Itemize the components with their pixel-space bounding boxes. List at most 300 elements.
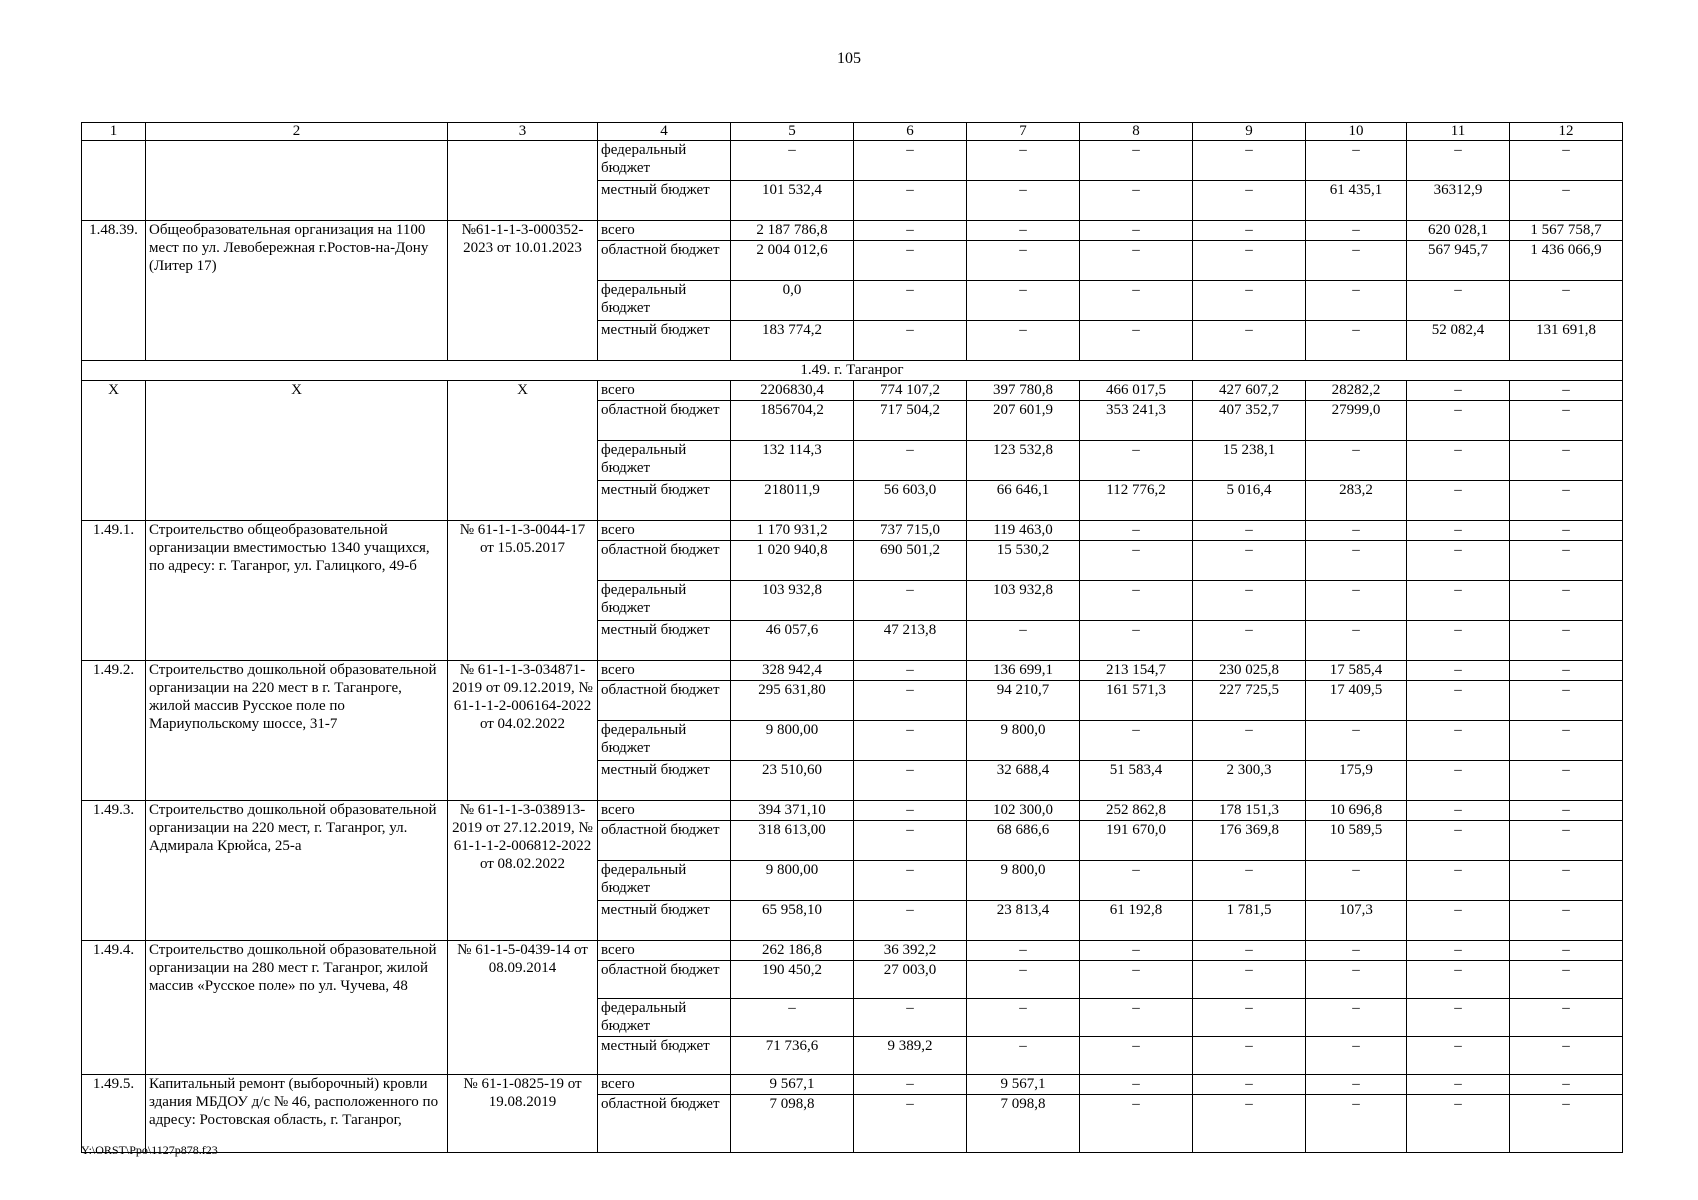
budget-type-label: местный бюджет	[598, 761, 731, 801]
value-cell: 9 800,0	[967, 721, 1080, 761]
value-cell: –	[1306, 961, 1407, 999]
value-cell: 262 186,8	[731, 941, 854, 961]
budget-table	[81, 122, 1623, 1153]
value-cell: 2 300,3	[1193, 761, 1306, 801]
value-cell: 161 571,3	[1080, 681, 1193, 721]
item-name-cell	[146, 141, 448, 221]
value-cell: 94 210,7	[967, 681, 1080, 721]
value-cell: –	[1510, 581, 1623, 621]
value-cell: 0,0	[731, 281, 854, 321]
item-name-cell: Строительство дошкольной образовательной организации на 220 мест, г. Таганрог, ул. Адмирала Крюйса, 25-а	[146, 801, 448, 941]
value-cell: –	[854, 221, 967, 241]
value-cell: –	[854, 821, 967, 861]
item-doc-cell: № 61-1-0825-19 от 19.08.2019	[448, 1075, 598, 1153]
value-cell: 119 463,0	[967, 521, 1080, 541]
value-cell: –	[1193, 541, 1306, 581]
value-cell: –	[1306, 621, 1407, 661]
value-cell: 1 567 758,7	[1510, 221, 1623, 241]
value-cell: –	[1193, 1075, 1306, 1095]
value-cell: 191 670,0	[1080, 821, 1193, 861]
value-cell: –	[1510, 1095, 1623, 1153]
value-cell: –	[1510, 621, 1623, 661]
value-cell: –	[967, 621, 1080, 661]
value-cell: –	[1407, 281, 1510, 321]
page-number: 105	[837, 50, 861, 67]
value-cell: 36 392,2	[854, 941, 967, 961]
value-cell: 1 170 931,2	[731, 521, 854, 541]
value-cell: –	[1080, 941, 1193, 961]
budget-type-label: федеральный бюджет	[598, 999, 731, 1037]
value-cell: –	[1510, 441, 1623, 481]
value-cell: –	[1193, 941, 1306, 961]
value-cell: 213 154,7	[1080, 661, 1193, 681]
value-cell: –	[854, 241, 967, 281]
table-row	[82, 801, 1623, 821]
value-cell: –	[1306, 281, 1407, 321]
item-number-cell: 1.48.39.	[82, 221, 146, 361]
value-cell: –	[1080, 1075, 1193, 1095]
budget-type-label: областной бюджет	[598, 961, 731, 999]
budget-type-label: всего	[598, 221, 731, 241]
value-cell: –	[1080, 1037, 1193, 1075]
value-cell: 353 241,3	[1080, 401, 1193, 441]
budget-type-label: федеральный бюджет	[598, 281, 731, 321]
value-cell: 283,2	[1306, 481, 1407, 521]
value-cell: 2206830,4	[731, 381, 854, 401]
value-cell: 52 082,4	[1407, 321, 1510, 361]
value-cell: 103 932,8	[967, 581, 1080, 621]
value-cell: 101 532,4	[731, 181, 854, 221]
value-cell: 112 776,2	[1080, 481, 1193, 521]
value-cell: –	[731, 999, 854, 1037]
value-cell: –	[1080, 141, 1193, 181]
value-cell: –	[854, 441, 967, 481]
value-cell: 1 781,5	[1193, 901, 1306, 941]
value-cell: –	[1193, 999, 1306, 1037]
item-number-cell: 1.49.1.	[82, 521, 146, 661]
table-row	[82, 141, 1623, 181]
value-cell: –	[1306, 941, 1407, 961]
table-row	[82, 1075, 1623, 1095]
column-header: 4	[598, 123, 731, 141]
value-cell: –	[1510, 999, 1623, 1037]
value-cell: –	[1193, 861, 1306, 901]
table-row	[82, 381, 1623, 401]
value-cell: –	[854, 721, 967, 761]
item-name-cell: Строительство дошкольной образовательной организации на 220 мест в г. Таганроге, жилой массив Русское поле по Мариупольскому шоссе, 31-7	[146, 661, 448, 801]
value-cell: 10 696,8	[1306, 801, 1407, 821]
value-cell: –	[1080, 1095, 1193, 1153]
value-cell: –	[1193, 621, 1306, 661]
budget-type-label: местный бюджет	[598, 901, 731, 941]
value-cell: –	[967, 941, 1080, 961]
value-cell: –	[1510, 541, 1623, 581]
table-row	[82, 221, 1623, 241]
value-cell: 427 607,2	[1193, 381, 1306, 401]
value-cell: 407 352,7	[1193, 401, 1306, 441]
value-cell: 774 107,2	[854, 381, 967, 401]
item-doc-cell: № 61-1-5-0439-14 от 08.09.2014	[448, 941, 598, 1075]
value-cell: 1 436 066,9	[1510, 241, 1623, 281]
value-cell: –	[1510, 521, 1623, 541]
item-number-cell: Х	[82, 381, 146, 521]
value-cell: –	[1306, 1075, 1407, 1095]
budget-type-label: местный бюджет	[598, 1037, 731, 1075]
value-cell: –	[1080, 321, 1193, 361]
value-cell: –	[1407, 621, 1510, 661]
value-cell: –	[1407, 381, 1510, 401]
value-cell: –	[1193, 181, 1306, 221]
value-cell: –	[1193, 281, 1306, 321]
item-name-cell: Капитальный ремонт (выборочный) кровли здания МБДОУ д/с № 46, расположенного по адресу: Ростовская область, г. Таганрог,	[146, 1075, 448, 1153]
value-cell: –	[1510, 661, 1623, 681]
value-cell: 328 942,4	[731, 661, 854, 681]
budget-type-label: местный бюджет	[598, 321, 731, 361]
value-cell: –	[1080, 221, 1193, 241]
value-cell: 65 958,10	[731, 901, 854, 941]
item-number-cell	[82, 141, 146, 221]
value-cell: –	[1080, 521, 1193, 541]
budget-type-label: местный бюджет	[598, 181, 731, 221]
table-row	[82, 661, 1623, 681]
value-cell: –	[1306, 221, 1407, 241]
value-cell: 9 567,1	[731, 1075, 854, 1095]
column-header: 5	[731, 123, 854, 141]
budget-type-label: областной бюджет	[598, 241, 731, 281]
value-cell: 1856704,2	[731, 401, 854, 441]
budget-type-label: местный бюджет	[598, 621, 731, 661]
value-cell: –	[1080, 181, 1193, 221]
budget-type-label: всего	[598, 941, 731, 961]
value-cell: –	[1407, 901, 1510, 941]
value-cell: –	[967, 141, 1080, 181]
value-cell: –	[854, 901, 967, 941]
value-cell: –	[1510, 381, 1623, 401]
value-cell: –	[1080, 241, 1193, 281]
footer-file-path: Y:\ORST\Ppo\1127p878.f23	[81, 1143, 218, 1157]
value-cell: –	[854, 581, 967, 621]
value-cell: 7 098,8	[731, 1095, 854, 1153]
value-cell: 466 017,5	[1080, 381, 1193, 401]
value-cell: 15 530,2	[967, 541, 1080, 581]
value-cell: –	[1193, 721, 1306, 761]
value-cell: –	[1080, 721, 1193, 761]
item-doc-cell: №61-1-1-3-000352-2023 от 10.01.2023	[448, 221, 598, 361]
value-cell: –	[1510, 721, 1623, 761]
value-cell: 17 585,4	[1306, 661, 1407, 681]
value-cell: –	[854, 1095, 967, 1153]
value-cell: –	[1510, 681, 1623, 721]
value-cell: 183 774,2	[731, 321, 854, 361]
value-cell: 207 601,9	[967, 401, 1080, 441]
value-cell: 176 369,8	[1193, 821, 1306, 861]
value-cell: –	[854, 1075, 967, 1095]
value-cell: –	[1510, 861, 1623, 901]
value-cell: 68 686,6	[967, 821, 1080, 861]
value-cell: –	[1510, 181, 1623, 221]
value-cell: –	[1306, 521, 1407, 541]
value-cell: 9 389,2	[854, 1037, 967, 1075]
table-row	[82, 521, 1623, 541]
value-cell: 131 691,8	[1510, 321, 1623, 361]
value-cell: 9 800,0	[967, 861, 1080, 901]
value-cell: 17 409,5	[1306, 681, 1407, 721]
column-header: 12	[1510, 123, 1623, 141]
value-cell: –	[854, 761, 967, 801]
value-cell: –	[1510, 801, 1623, 821]
column-header: 1	[82, 123, 146, 141]
value-cell: –	[1193, 221, 1306, 241]
value-cell: –	[1306, 1095, 1407, 1153]
item-name-cell: Строительство общеобразовательной организации вместимостью 1340 учащихся, по адресу: г. Таганрог, ул. Галицкого, 49-б	[146, 521, 448, 661]
value-cell: –	[854, 141, 967, 181]
value-cell: 2 187 786,8	[731, 221, 854, 241]
value-cell: 136 699,1	[967, 661, 1080, 681]
budget-type-label: федеральный бюджет	[598, 721, 731, 761]
budget-type-label: федеральный бюджет	[598, 581, 731, 621]
value-cell: 567 945,7	[1407, 241, 1510, 281]
value-cell: –	[1510, 821, 1623, 861]
value-cell: –	[1407, 941, 1510, 961]
value-cell: –	[854, 181, 967, 221]
budget-type-label: федеральный бюджет	[598, 861, 731, 901]
value-cell: –	[1510, 1037, 1623, 1075]
value-cell: 46 057,6	[731, 621, 854, 661]
section-header-row	[82, 361, 1623, 381]
value-cell: 47 213,8	[854, 621, 967, 661]
value-cell: –	[1306, 581, 1407, 621]
value-cell: –	[1407, 1095, 1510, 1153]
value-cell: –	[967, 221, 1080, 241]
value-cell: –	[731, 141, 854, 181]
value-cell: –	[1407, 801, 1510, 821]
value-cell: –	[1306, 1037, 1407, 1075]
budget-type-label: всего	[598, 801, 731, 821]
column-header: 8	[1080, 123, 1193, 141]
value-cell: –	[1407, 761, 1510, 801]
item-name-cell: Общеобразовательная организация на 1100 мест по ул. Левобережная г.Ростов-на-Дону (Литер 17)	[146, 221, 448, 361]
column-header-row	[82, 123, 1623, 141]
value-cell: –	[1193, 961, 1306, 999]
budget-type-label: всего	[598, 381, 731, 401]
value-cell: –	[1407, 1037, 1510, 1075]
column-header: 9	[1193, 123, 1306, 141]
value-cell: –	[1080, 541, 1193, 581]
value-cell: –	[1407, 581, 1510, 621]
item-number-cell: 1.49.3.	[82, 801, 146, 941]
value-cell: 175,9	[1306, 761, 1407, 801]
budget-type-label: федеральный бюджет	[598, 141, 731, 181]
value-cell: 56 603,0	[854, 481, 967, 521]
value-cell: –	[1306, 141, 1407, 181]
value-cell: –	[1306, 999, 1407, 1037]
item-name-cell: Х	[146, 381, 448, 521]
value-cell: 717 504,2	[854, 401, 967, 441]
value-cell: 9 567,1	[967, 1075, 1080, 1095]
value-cell: –	[1193, 581, 1306, 621]
value-cell: 394 371,10	[731, 801, 854, 821]
value-cell: –	[854, 861, 967, 901]
budget-type-label: областной бюджет	[598, 401, 731, 441]
value-cell: 71 736,6	[731, 1037, 854, 1075]
value-cell: 5 016,4	[1193, 481, 1306, 521]
value-cell: –	[1407, 401, 1510, 441]
value-cell: –	[1407, 721, 1510, 761]
item-number-cell: 1.49.5.	[82, 1075, 146, 1153]
item-doc-cell: Х	[448, 381, 598, 521]
value-cell: –	[1080, 441, 1193, 481]
value-cell: 2 004 012,6	[731, 241, 854, 281]
table-row	[82, 941, 1623, 961]
value-cell: –	[1407, 681, 1510, 721]
value-cell: –	[1407, 441, 1510, 481]
value-cell: 23 813,4	[967, 901, 1080, 941]
budget-type-label: всего	[598, 521, 731, 541]
value-cell: 36312,9	[1407, 181, 1510, 221]
value-cell: –	[1080, 281, 1193, 321]
value-cell: –	[1407, 481, 1510, 521]
value-cell: 123 532,8	[967, 441, 1080, 481]
item-number-cell: 1.49.4.	[82, 941, 146, 1075]
value-cell: 32 688,4	[967, 761, 1080, 801]
item-doc-cell: № 61-1-1-3-0044-17 от 15.05.2017	[448, 521, 598, 661]
value-cell: –	[967, 961, 1080, 999]
value-cell: –	[1193, 241, 1306, 281]
column-header: 11	[1407, 123, 1510, 141]
value-cell: –	[1193, 1037, 1306, 1075]
value-cell: 620 028,1	[1407, 221, 1510, 241]
item-doc-cell: № 61-1-1-3-038913-2019 от 27.12.2019, № 61-1-1-2-006812-2022 от 08.02.2022	[448, 801, 598, 941]
value-cell: –	[1080, 621, 1193, 661]
budget-type-label: федеральный бюджет	[598, 441, 731, 481]
value-cell: 107,3	[1306, 901, 1407, 941]
budget-type-label: областной бюджет	[598, 541, 731, 581]
value-cell: –	[854, 681, 967, 721]
value-cell: 27 003,0	[854, 961, 967, 999]
value-cell: 252 862,8	[1080, 801, 1193, 821]
value-cell: 178 151,3	[1193, 801, 1306, 821]
value-cell: –	[1306, 721, 1407, 761]
value-cell: 190 450,2	[731, 961, 854, 999]
value-cell: 737 715,0	[854, 521, 967, 541]
item-doc-cell: № 61-1-1-3-034871-2019 от 09.12.2019, № 61-1-1-2-006164-2022 от 04.02.2022	[448, 661, 598, 801]
value-cell: 9 800,00	[731, 861, 854, 901]
value-cell: –	[1306, 441, 1407, 481]
value-cell: –	[1407, 999, 1510, 1037]
value-cell: –	[1080, 861, 1193, 901]
value-cell: 227 725,5	[1193, 681, 1306, 721]
value-cell: 103 932,8	[731, 581, 854, 621]
value-cell: –	[1510, 281, 1623, 321]
value-cell: –	[967, 1037, 1080, 1075]
column-header: 10	[1306, 123, 1407, 141]
budget-type-label: местный бюджет	[598, 481, 731, 521]
column-header: 6	[854, 123, 967, 141]
value-cell: –	[1510, 761, 1623, 801]
value-cell: –	[967, 321, 1080, 361]
value-cell: –	[967, 241, 1080, 281]
value-cell: 218011,9	[731, 481, 854, 521]
value-cell: –	[1306, 861, 1407, 901]
value-cell: –	[1510, 481, 1623, 521]
item-name-cell: Строительство дошкольной образовательной организации на 280 мест г. Таганрог, жилой массив «Русское поле» по ул. Чучева, 48	[146, 941, 448, 1075]
value-cell: –	[1080, 581, 1193, 621]
value-cell: –	[1080, 961, 1193, 999]
column-header: 3	[448, 123, 598, 141]
value-cell: –	[1306, 321, 1407, 361]
value-cell: –	[854, 801, 967, 821]
value-cell: –	[1193, 321, 1306, 361]
value-cell: –	[1193, 521, 1306, 541]
value-cell: –	[1510, 901, 1623, 941]
table-body	[82, 123, 1623, 1153]
value-cell: –	[1407, 541, 1510, 581]
section-title: 1.49. г. Таганрог	[82, 361, 1623, 381]
column-header: 2	[146, 123, 448, 141]
value-cell: 66 646,1	[967, 481, 1080, 521]
budget-type-label: всего	[598, 661, 731, 681]
value-cell: –	[1407, 141, 1510, 181]
value-cell: 295 631,80	[731, 681, 854, 721]
item-number-cell: 1.49.2.	[82, 661, 146, 801]
value-cell: 27999,0	[1306, 401, 1407, 441]
value-cell: –	[1306, 241, 1407, 281]
value-cell: –	[1407, 1075, 1510, 1095]
value-cell: –	[854, 281, 967, 321]
value-cell: 15 238,1	[1193, 441, 1306, 481]
value-cell: –	[854, 661, 967, 681]
value-cell: –	[1407, 861, 1510, 901]
value-cell: 61 435,1	[1306, 181, 1407, 221]
budget-type-label: всего	[598, 1075, 731, 1095]
value-cell: –	[1510, 1075, 1623, 1095]
value-cell: 397 780,8	[967, 381, 1080, 401]
value-cell: 132 114,3	[731, 441, 854, 481]
budget-type-label: областной бюджет	[598, 681, 731, 721]
value-cell: –	[1193, 141, 1306, 181]
value-cell: –	[967, 999, 1080, 1037]
budget-type-label: областной бюджет	[598, 821, 731, 861]
value-cell: –	[1193, 1095, 1306, 1153]
value-cell: –	[1510, 401, 1623, 441]
value-cell: –	[1306, 541, 1407, 581]
value-cell: –	[1510, 941, 1623, 961]
item-doc-cell	[448, 141, 598, 221]
value-cell: –	[1080, 999, 1193, 1037]
value-cell: –	[1407, 661, 1510, 681]
value-cell: –	[854, 999, 967, 1037]
value-cell: –	[967, 181, 1080, 221]
value-cell: 1 020 940,8	[731, 541, 854, 581]
column-header: 7	[967, 123, 1080, 141]
value-cell: 230 025,8	[1193, 661, 1306, 681]
value-cell: 102 300,0	[967, 801, 1080, 821]
value-cell: –	[1407, 821, 1510, 861]
value-cell: –	[1510, 961, 1623, 999]
value-cell: 7 098,8	[967, 1095, 1080, 1153]
value-cell: 23 510,60	[731, 761, 854, 801]
value-cell: 9 800,00	[731, 721, 854, 761]
value-cell: 51 583,4	[1080, 761, 1193, 801]
value-cell: 318 613,00	[731, 821, 854, 861]
value-cell: –	[854, 321, 967, 361]
value-cell: 10 589,5	[1306, 821, 1407, 861]
budget-type-label: областной бюджет	[598, 1095, 731, 1153]
value-cell: –	[1407, 961, 1510, 999]
value-cell: –	[1510, 141, 1623, 181]
value-cell: 28282,2	[1306, 381, 1407, 401]
value-cell: –	[967, 281, 1080, 321]
